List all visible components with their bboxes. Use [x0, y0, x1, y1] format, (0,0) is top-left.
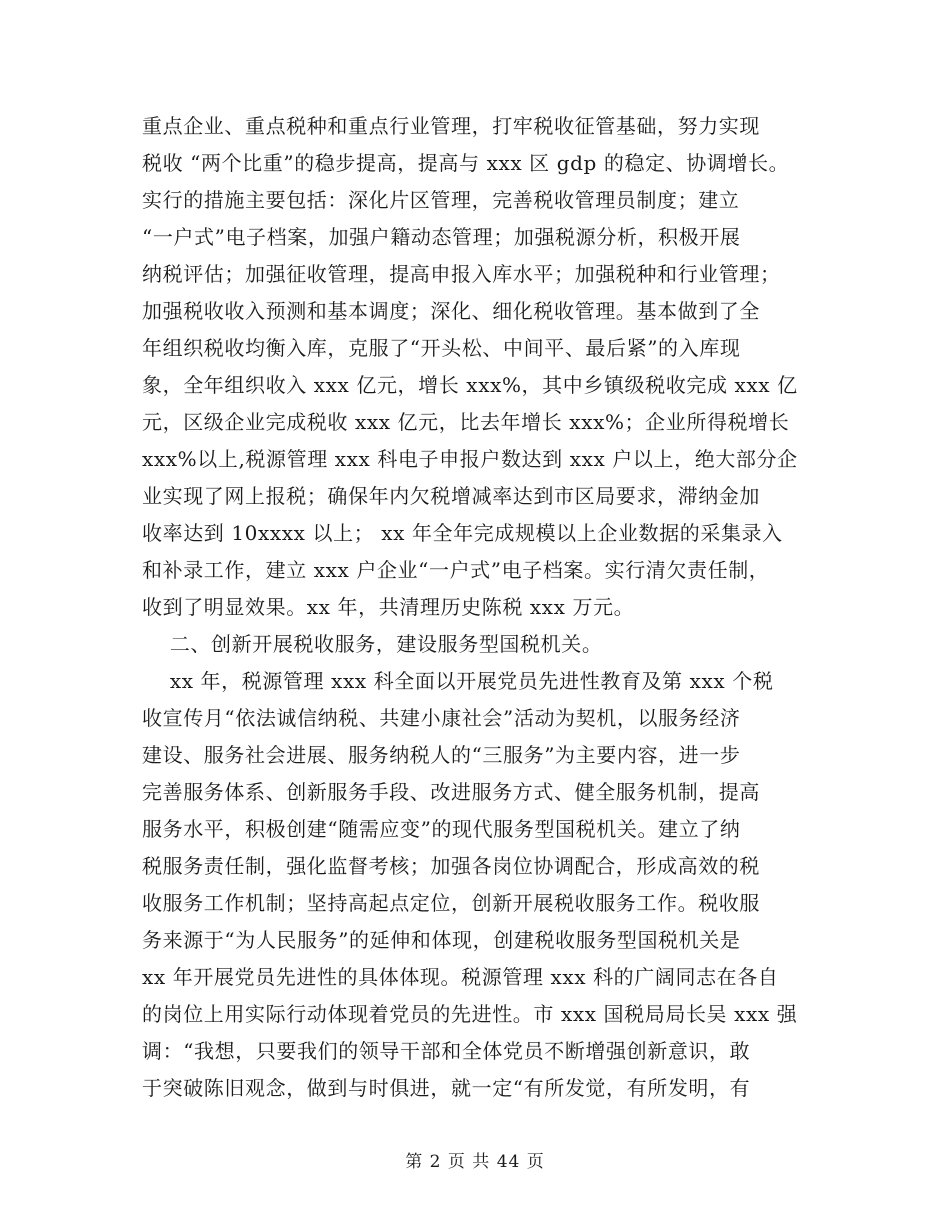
body-text	[142, 108, 814, 1107]
text-line: 年组织税收均衡入库，克服了“开头松、中间平、最后紧”的入库现	[142, 336, 741, 360]
page-number-label: 第 2 页 共 44 页	[405, 1152, 545, 1172]
text-line: 务来源于“为人民服务”的延伸和体现，创建税收服务型国税机关是	[142, 928, 741, 952]
text-line: 收到了明显效果。xx 年，共清理历史陈税 xxx 万元。	[142, 595, 635, 619]
text-line: 收服务工作机制；坚持高起点定位，创新开展税收服务工作。税收服	[142, 891, 760, 915]
text-line: 于突破陈旧观念，做到与时俱进，就一定“有所发觉，有所发明，有	[142, 1076, 751, 1100]
text-line: 完善服务体系、创新服务手段、改进服务方式、健全服务机制，提高	[142, 780, 760, 804]
text-line: 象，全年组织收入 xxx 亿元，增长 xxx%，其中乡镇级税收完成 xxx 亿	[142, 373, 798, 397]
text-line: 税服务责任制，强化监督考核；加强各岗位协调配合，形成高效的税	[142, 854, 760, 878]
text-line: 建设、服务社会进展、服务纳税人的“三服务”为主要内容，进一步	[142, 743, 741, 767]
text-line: 服务水平，积极创建“随需应变”的现代服务型国税机关。建立了纳	[142, 817, 741, 841]
text-line: 收宣传月“依法诚信纳税、共建小康社会”活动为契机，以服务经济	[142, 706, 741, 730]
text-line: xx 年开展党员先进性的具体体现。税源管理 xxx 科的广阔同志在各自	[142, 965, 779, 989]
page-number-footer	[0, 1150, 950, 1174]
text-line: 纳税评估；加强征收管理，提高申报入库水平；加强税种和行业管理；	[142, 262, 781, 286]
text-line: 元，区级企业完成税收 xxx 亿元，比去年增长 xxx%；企业所得税增长	[142, 410, 790, 434]
text-line: 调：“我想，只要我们的领导干部和全体党员不断增强创新意识，敢	[142, 1039, 751, 1063]
text-line: xxx%以上,税源管理 xxx 科电子申报户数达到 xxx 户以上，绝大部分企	[142, 447, 798, 471]
text-line: “一户式”电子档案，加强户籍动态管理；加强税源分析，积极开展	[142, 225, 741, 249]
section-heading: 二、创新开展税收服务，建设服务型国税机关。	[142, 632, 603, 656]
text-line: 实行的措施主要包括：深化片区管理，完善税收管理员制度；建立	[142, 188, 740, 212]
text-line: 税收 “两个比重”的稳步提高，提高与 xxx 区 gdp 的稳定、协调增长。	[142, 151, 790, 175]
text-line: xx 年，税源管理 xxx 科全面以开展党员先进性教育及第 xxx 个税	[142, 669, 774, 693]
text-line: 加强税收收入预测和基本调度；深化、细化税收管理。基本做到了全	[142, 299, 760, 323]
text-line: 收率达到 10xxxx 以上； xx 年全年完成规模以上企业数据的采集录入	[142, 521, 783, 545]
text-line: 业实现了网上报税；确保年内欠税增减率达到市区局要求，滞纳金加	[142, 484, 760, 508]
text-line: 重点企业、重点税种和重点行业管理，打牢税收征管基础，努力实现	[142, 114, 760, 138]
text-line: 和补录工作，建立 xxx 户企业“一户式”电子档案。实行清欠责任制，	[142, 558, 770, 582]
text-line: 的岗位上用实际行动体现着党员的先进性。市 xxx 国税局局长吴 xxx 强	[142, 1002, 798, 1026]
